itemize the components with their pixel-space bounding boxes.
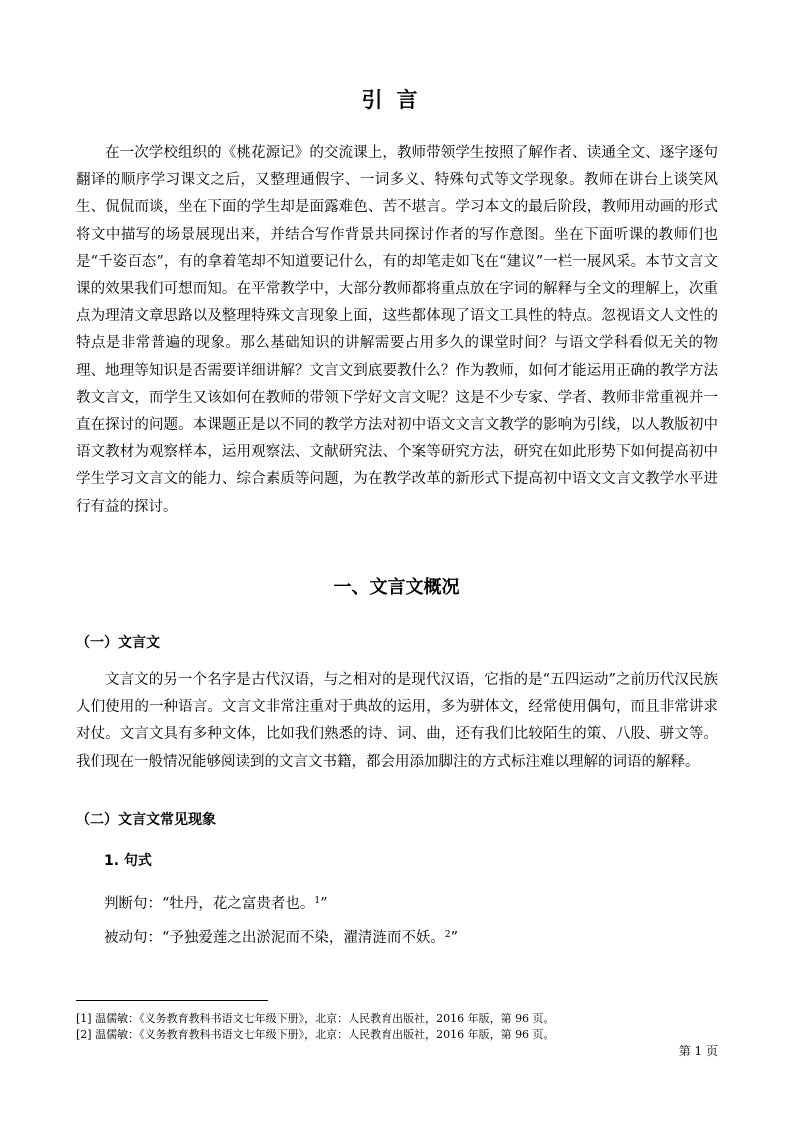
footnote-1: [1] 温儒敏：《义务教育教科书语文七年级下册》，北京：人民教育出版社，2016 年版，第 96 页。 [76, 1012, 555, 1025]
example-judgment-sentence [104, 892, 328, 913]
quote-close: ” [320, 896, 328, 912]
item-heading-sentence-patterns: 1. 句式 [104, 853, 152, 869]
page-number: 第 1 页 [678, 1044, 718, 1058]
example-quote: “牡丹，花之富贵者也。 [162, 896, 315, 912]
quote-close: ” [450, 930, 459, 946]
footnote-marker[interactable]: 2 [444, 930, 451, 940]
intro-paragraph: 在一次学校组织的《桃花源记》的交流课上，教师带领学生按照了解作者、读通全文、逐字逐句翻译的顺序学习课文之后，又整理通假字、一词多义、特殊句式等文学现象。教师在讲台上谈笑风生、侃侃而谈，坐在下面的学生却是面露难色、苦不堪言。学习本文的最后阶段，教师用动画的形式将文中描写的场景展现出来，并结合写作背景共同探讨作者的写作意图。坐在下面听课的教师们也是“千姿百态”，有的拿着笔却不知道要记什么，有的却笔走如飞在“建议”一栏一展风采。本节文言文课的效果我们可想而知。在平常教学中，大部分教师都将重点放在字词的解释与全文的理解上，次重点为理清文章思路以及整理特殊文言现象上面，这些都体现了语文工具性的特点。忽视语文人文性的特点是非常普遍的现象。那么基础知识的讲解需要占用多久的课堂时间？与语文学科看似无关的物理、地理等知识是否需要详细讲解？文言文到底要教什么？作为教师，如何才能运用正确的教学方法教文言文，而学生又该如何在教师的带领下学好文言文呢？这是不少专家、学者、教师非常重视并一直在探讨的问题。本课题正是以不同的教学方法对初中语文文言文教学的影响为引线，以人教版初中语文教材为观察样本，运用观察法、文献研究法、个案等研究方法，研究在如此形势下如何提高初中学生学习文言文的能力、综合素质等问题，为在教学改革的新形式下提高初中语文文言文教学水平进行有益的探讨。 [76, 145, 718, 515]
example-quote: “予独爱莲之出淤泥而不染，濯清涟而不妖。 [162, 930, 445, 946]
wenyanwen-paragraph: 文言文的另一个名字是古代汉语，与之相对的是现代汉语，它指的是“五四运动”之前历代汉民族人们使用的一种语言。文言文非常注重对于典故的运用，多为骈体文，经常使用偶句，而且非常讲求对仗。文言文具有多种文体，比如我们熟悉的诗、词、曲，还有我们比较陌生的策、八股、骈文等。我们现在一般情况能够阅读到的文言文书籍，都会用添加脚注的方式标注难以理解的词语的解释。 [76, 672, 718, 770]
example-label: 判断句： [104, 896, 162, 912]
page-title: 引言 [361, 88, 432, 112]
footnote-divider [76, 1000, 268, 1001]
footnote-2: [2] 温儒敏：《义务教育教科书语文七年级下册》，北京：人民教育出版社，2016 年版，第 96 页。 [76, 1028, 555, 1041]
subsection-heading-common-phenomena: （二）文言文常见现象 [76, 812, 216, 828]
example-label: 被动句： [104, 930, 162, 946]
footnote-marker[interactable]: 1 [314, 896, 321, 906]
subsection-heading-wenyanwen: （一）文言文 [76, 635, 160, 651]
example-passive-sentence [104, 926, 458, 947]
section-heading: 一、文言文概况 [333, 577, 460, 598]
